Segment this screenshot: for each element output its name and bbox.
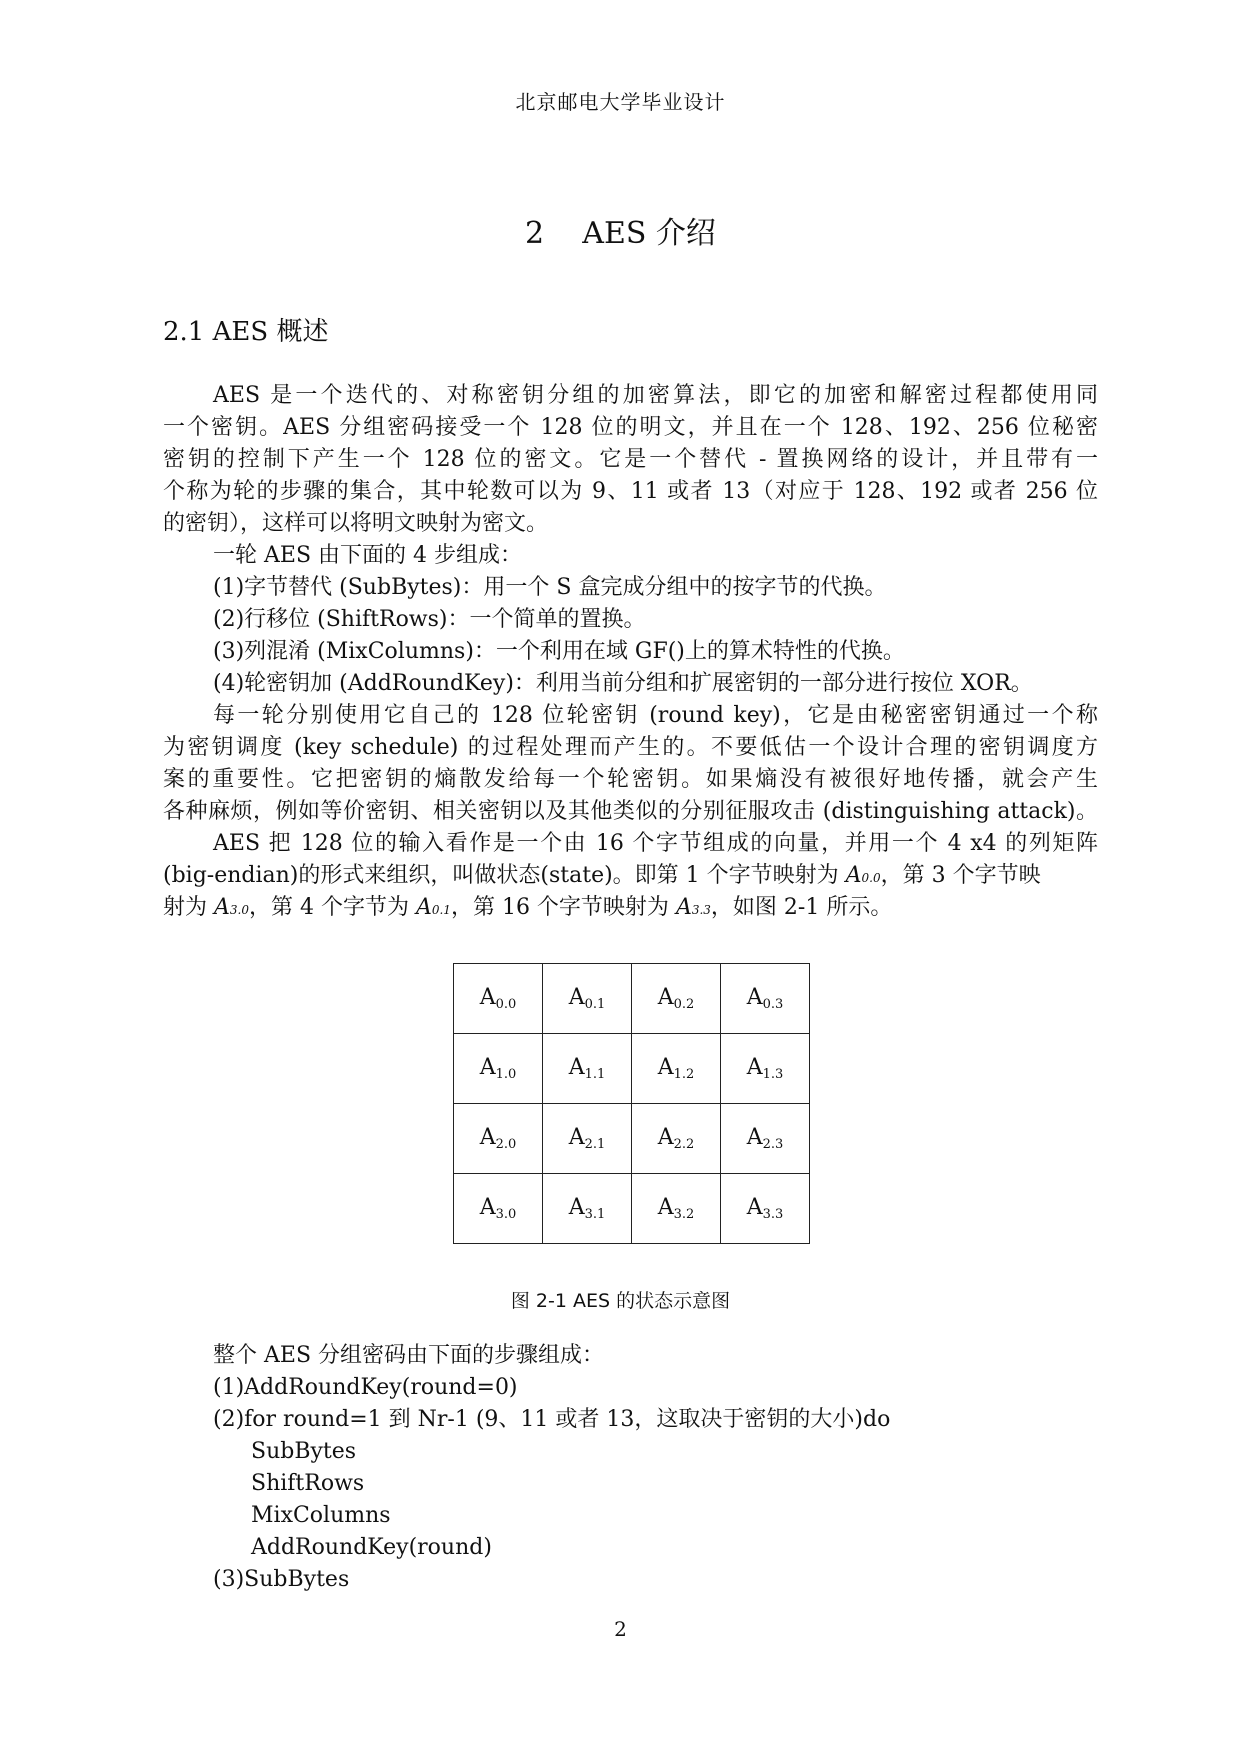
cell-subscript: 1.2 [673, 1067, 695, 1082]
state-matrix-cell [632, 1104, 721, 1174]
step-item: (4)轮密钥加 (AddRoundKey)：利用当前分组和扩展密钥的一部分进行按位 XOR。 [213, 671, 1033, 696]
cell-subscript: 3.1 [584, 1207, 606, 1222]
paragraph-line: 密钥的控制下产生一个 128 位的密文。它是一个替代 - 置换网络的设计，并且带有一 [163, 447, 1098, 472]
paragraph-line: 为密钥调度 (key schedule) 的过程处理而产生的。不要低估一个设计合理的密钥调度方 [163, 735, 1098, 760]
state-matrix-cell [454, 1174, 543, 1244]
state-matrix-cell [632, 1034, 721, 1104]
cell-subscript: 0.2 [673, 997, 695, 1012]
algorithm-intro: 整个 AES 分组密码由下面的步骤组成： [213, 1343, 605, 1368]
state-matrix-row [454, 1034, 810, 1104]
chapter-title: 2 AES 介绍 [525, 216, 716, 251]
paragraph-line: 个称为轮的步骤的集合，其中轮数可以为 9、11 或者 13（对应于 128、192 或者 256 位 [163, 479, 1098, 504]
state-symbol: A [415, 895, 432, 920]
cell-subscript: 1.0 [495, 1067, 517, 1082]
paragraph-line: 各种麻烦，例如等价密钥、相关密钥以及其他类似的分别征服攻击 (distinguishing attack)。 [163, 799, 1098, 824]
state-matrix-table [453, 963, 810, 1244]
algorithm-loop-item: MixColumns [251, 1503, 391, 1528]
cell-base: A [568, 1125, 585, 1150]
cell-base: A [657, 1055, 674, 1080]
state-matrix-cell [632, 964, 721, 1034]
paragraph-line: 案的重要性。它把密钥的熵散发给每一个轮密钥。如果熵没有被很好地传播，就会产生 [163, 767, 1098, 792]
running-header: 北京邮电大学毕业设计 [515, 90, 726, 114]
state-matrix-cell [721, 964, 810, 1034]
step-item: (2)行移位 (ShiftRows)：一个简单的置换。 [213, 607, 646, 632]
cell-subscript: 1.1 [584, 1067, 606, 1082]
algorithm-step: (3)SubBytes [213, 1567, 350, 1592]
step-item: (3)列混淆 (MixColumns)：一个利用在域 GF()上的算术特性的代换。 [213, 639, 905, 664]
step-item: (1)字节替代 (SubBytes)：用一个 S 盒完成分组中的按字节的代换。 [213, 575, 887, 600]
cell-subscript: 2.0 [495, 1137, 517, 1152]
state-matrix-cell [543, 1174, 632, 1244]
paragraph-line: 射为 A3.0，第 4 个字节为 A0.1，第 16 个字节映射为 A3.3，如图 2-1 所示。 [163, 895, 893, 920]
cell-base: A [657, 985, 674, 1010]
state-matrix-cell [454, 1104, 543, 1174]
state-matrix-row [454, 1174, 810, 1244]
cell-subscript: 0.1 [584, 997, 606, 1012]
algorithm-loop-item: AddRoundKey(round) [251, 1535, 492, 1560]
paragraph-line: 每一轮分别使用它自己的 128 位轮密钥 (round key)，它是由秘密密钥通过一个称 [213, 703, 1098, 728]
state-symbol: A [214, 895, 230, 920]
algorithm-loop-item: ShiftRows [251, 1471, 365, 1496]
state-matrix-cell [454, 964, 543, 1034]
cell-subscript: 3.3 [762, 1207, 784, 1222]
figure-caption: 图 2-1 AES 的状态示意图 [510, 1290, 731, 1312]
algorithm-loop-item: SubBytes [251, 1439, 357, 1464]
cell-subscript: 0.0 [495, 997, 517, 1012]
cell-base: A [657, 1195, 674, 1220]
round-intro: 一轮 AES 由下面的 4 步组成： [213, 543, 522, 568]
section-title: 2.1 AES 概述 [163, 317, 329, 347]
state-matrix-cell [543, 964, 632, 1034]
state-matrix-row [454, 964, 810, 1034]
page-number: 2 [614, 1617, 627, 1641]
cell-base: A [479, 1195, 496, 1220]
algorithm-step: (1)AddRoundKey(round=0) [213, 1375, 518, 1400]
cell-base: A [746, 1195, 763, 1220]
state-matrix-cell [632, 1174, 721, 1244]
state-matrix-cell [543, 1104, 632, 1174]
cell-base: A [746, 985, 763, 1010]
algorithm-step: (2)for round=1 到 Nr-1 (9、11 或者 13，这取决于密钥的大小)do [213, 1407, 891, 1432]
cell-base: A [746, 1055, 763, 1080]
cell-subscript: 2.3 [762, 1137, 784, 1152]
cell-base: A [568, 1055, 585, 1080]
cell-subscript: 0.3 [762, 997, 784, 1012]
paragraph-line: (big-endian)的形式来组织，叫做状态(state)。即第 1 个字节映射为 A0.0，第 3 个字节映 [163, 863, 1041, 888]
paragraph-line: 的密钥），这样可以将明文映射为密文。 [163, 511, 549, 536]
cell-subscript: 1.3 [762, 1067, 784, 1082]
cell-base: A [657, 1125, 674, 1150]
cell-subscript: 2.1 [584, 1137, 606, 1152]
cell-base: A [746, 1125, 763, 1150]
cell-base: A [479, 985, 496, 1010]
cell-base: A [568, 985, 585, 1010]
cell-subscript: 2.2 [673, 1137, 695, 1152]
state-matrix-cell [721, 1034, 810, 1104]
state-matrix-cell [721, 1174, 810, 1244]
state-matrix-cell [454, 1034, 543, 1104]
paragraph-line: AES 是一个迭代的、对称密钥分组的加密算法，即它的加密和解密过程都使用同 [213, 383, 1098, 408]
cell-base: A [479, 1125, 496, 1150]
cell-subscript: 3.0 [495, 1207, 517, 1222]
cell-base: A [568, 1195, 585, 1220]
state-matrix-row [454, 1104, 810, 1174]
paragraph-line: AES 把 128 位的输入看作是一个由 16 个字节组成的向量，并用一个 4 x4 的列矩阵 [213, 831, 1098, 856]
state-matrix-cell [721, 1104, 810, 1174]
cell-base: A [479, 1055, 496, 1080]
cell-subscript: 3.2 [673, 1207, 695, 1222]
state-matrix-cell [543, 1034, 632, 1104]
paragraph-line: 一个密钥。AES 分组密码接受一个 128 位的明文，并且在一个 128、192、256 位秘密 [163, 415, 1098, 440]
state-symbol: A [675, 895, 692, 920]
state-symbol: A [845, 863, 862, 888]
